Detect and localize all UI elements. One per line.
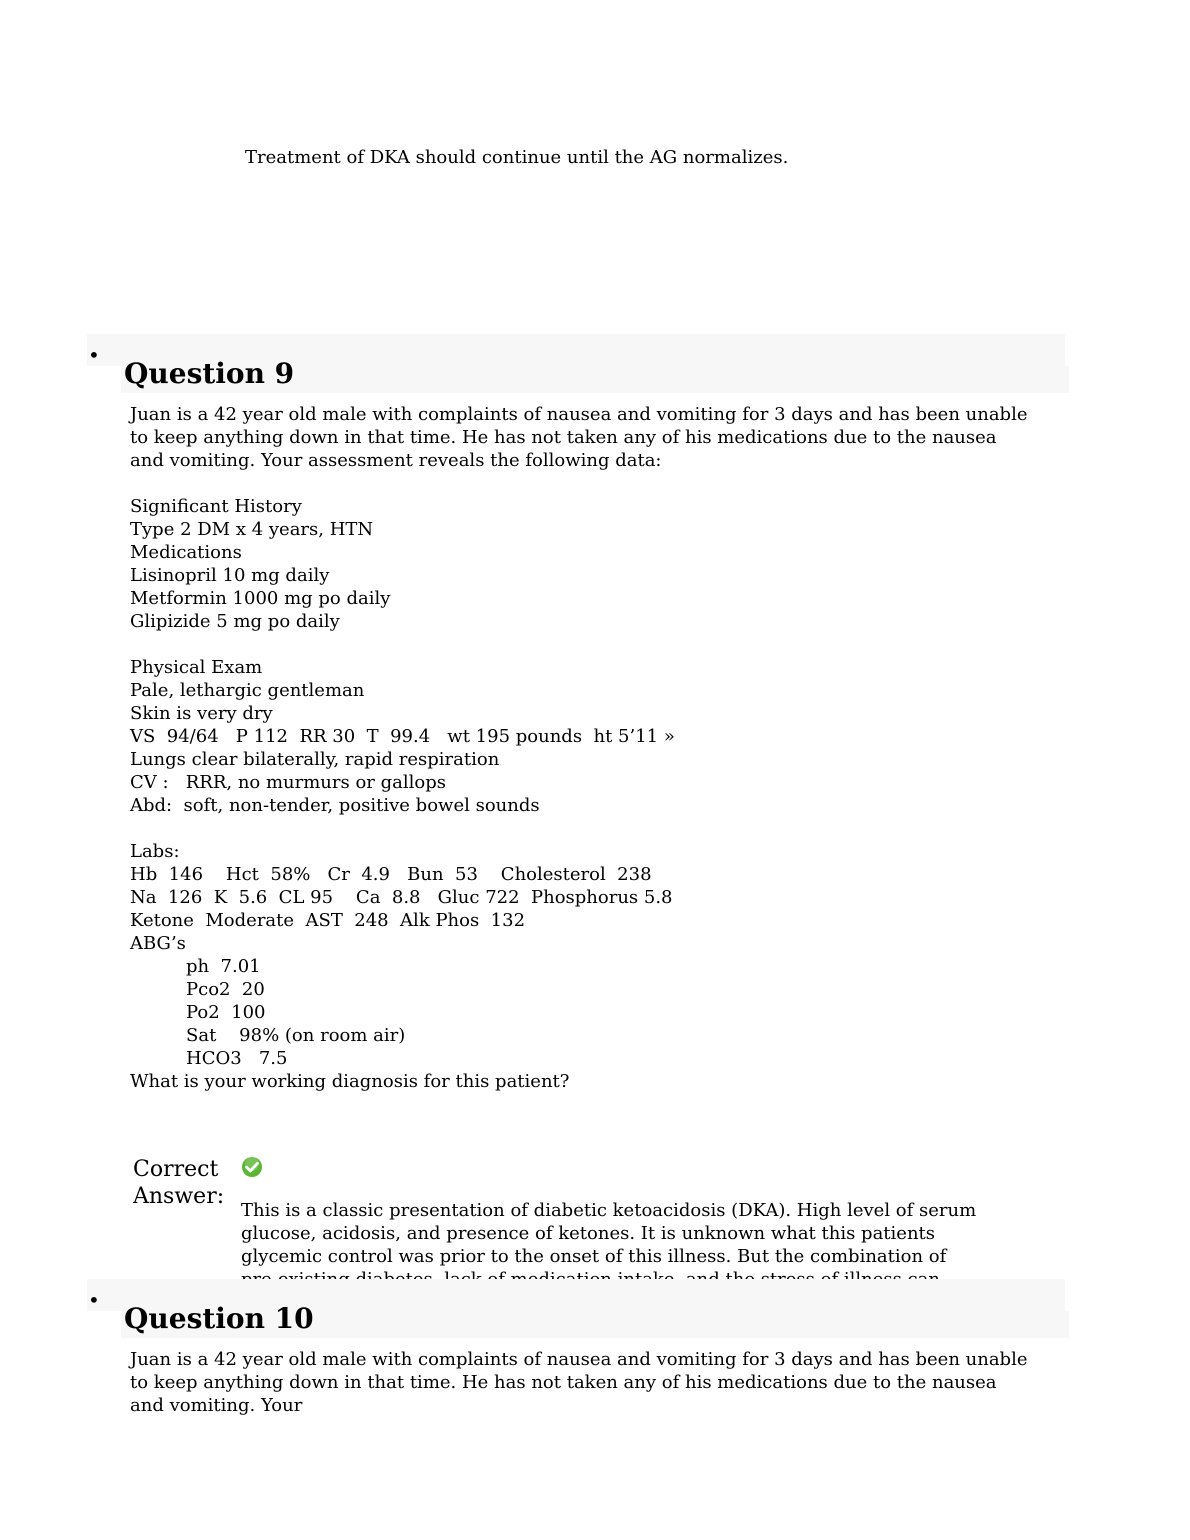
- question-intro: Juan is a 42 year old male with complaints of nausea and vomiting for 3 days and has been unable to keep anything down in that time. He has not taken any of his medications due to the nausea and vomiting. Your assessment reveals the following data:: [130, 404, 1028, 471]
- exam-item: Skin is very dry: [130, 703, 273, 724]
- history-heading: Significant History: [130, 496, 302, 517]
- question-body: [130, 1348, 1030, 1417]
- exam-item: Abd: soft, non-tender, positive bowel sounds: [130, 795, 540, 816]
- abg-item: Po2 100: [186, 1002, 266, 1023]
- bullet: •: [88, 1288, 100, 1312]
- labs-row: Ketone Moderate AST 248 Alk Phos 132: [130, 910, 526, 931]
- exam-item: CV : RRR, no murmurs or gallops: [130, 772, 446, 793]
- medication-item: Metformin 1000 mg po daily: [130, 588, 391, 609]
- exam-item: Pale, lethargic gentleman: [130, 680, 365, 701]
- medication-item: Lisinopril 10 mg daily: [130, 565, 330, 586]
- medication-item: Glipizide 5 mg po daily: [130, 611, 340, 632]
- labs-heading: Labs:: [130, 841, 180, 862]
- question-body: [130, 403, 1030, 1093]
- labs-row: Hb 146 Hct 58% Cr 4.9 Bun 53 Cholesterol 238: [130, 864, 652, 885]
- check-circle-icon: [241, 1156, 263, 1178]
- abg-item: HCO3 7.5: [186, 1048, 288, 1069]
- abg-item: Sat 98% (on room air): [186, 1025, 406, 1046]
- medications-heading: Medications: [130, 542, 242, 563]
- question-intro: Juan is a 42 year old male with complaints of nausea and vomiting for 3 days and has been unable to keep anything down in that time. He has not taken any of his medications due to the nausea and vomiting. Your: [130, 1349, 1028, 1416]
- abg-item: ph 7.01: [186, 956, 261, 977]
- previous-answer-text: Treatment of DKA should continue until the AG normalizes.: [245, 147, 789, 168]
- bullet: •: [88, 343, 100, 367]
- question-title: Question 10: [124, 1302, 314, 1336]
- abg-heading: ABG’s: [130, 933, 186, 954]
- abg-item: Pco2 20: [186, 979, 265, 1000]
- correct-answer-label: Correct Answer:: [133, 1157, 225, 1209]
- question-title: Question 9: [124, 357, 295, 391]
- correct-answer-text: This is a classic presentation of diabetic ketoacidosis (DKA). High level of serum glucose, acidosis, and presence of ketones. It is unknown what this patients glycemic control was prior to the onset of this illness. But the combination of: [241, 1200, 977, 1267]
- history-text: Type 2 DM x 4 years, HTN: [130, 519, 374, 540]
- exam-item: VS 94/64 P 112 RR 30 T 99.4 wt 195 pounds ht 5’11 »: [130, 726, 675, 747]
- exam-item: Lungs clear bilaterally, rapid respiration: [130, 749, 500, 770]
- question-prompt: What is your working diagnosis for this patient?: [130, 1071, 570, 1092]
- exam-heading: Physical Exam: [130, 657, 263, 678]
- labs-row: Na 126 K 5.6 CL 95 Ca 8.8 Gluc 722 Phosphorus 5.8: [130, 887, 673, 908]
